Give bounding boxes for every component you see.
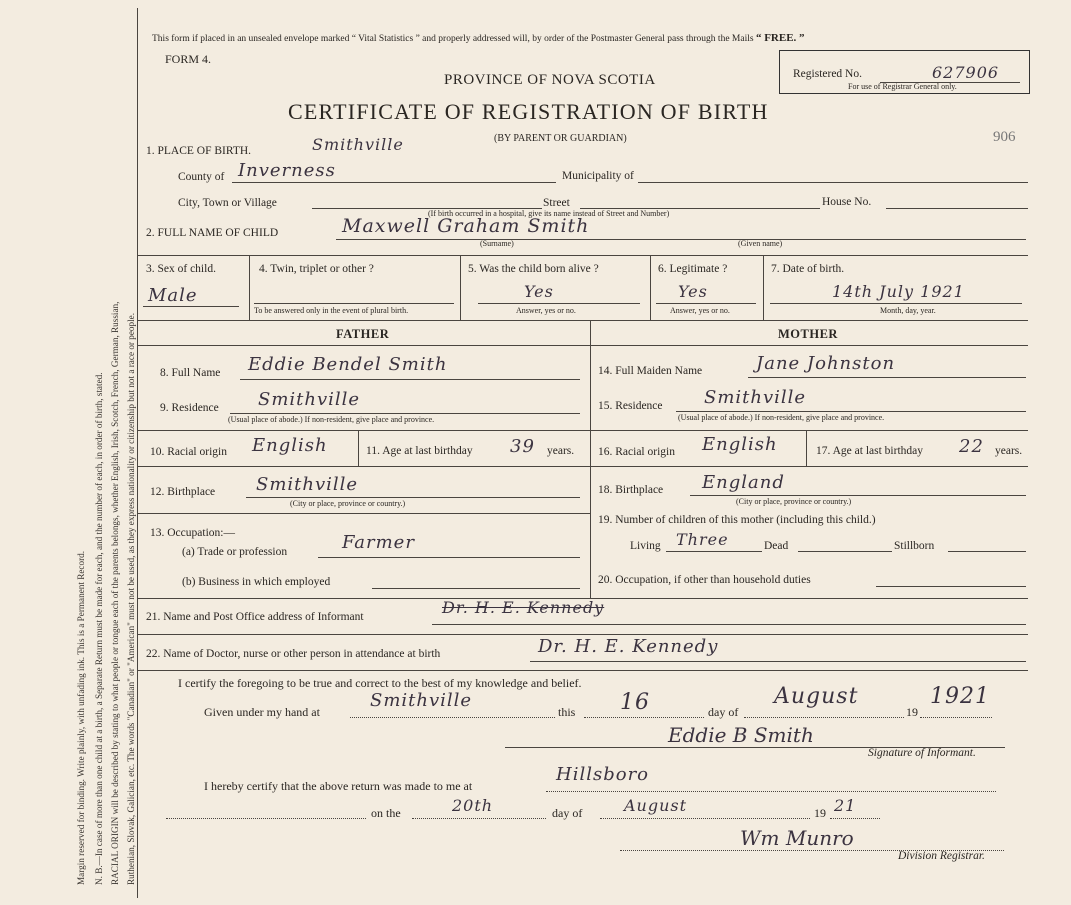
mother-stillborn-line (948, 551, 1026, 552)
surname-note: (Surname) (480, 239, 514, 248)
mother-dead-line (798, 551, 892, 552)
margin-note-3: RACIAL ORIGIN will be described by stating to what people or tongue each of the parents belongs, whether English, Irish, Scotch, French, German, Russian, (110, 301, 120, 885)
mother-age-years: years. (995, 445, 1023, 457)
corner-number: 906 (993, 129, 1016, 145)
county-label: County of (178, 171, 225, 183)
mother-occupation-line (876, 586, 1026, 587)
father-residence-value: Smithville (258, 389, 361, 410)
father-racial-divider (358, 430, 359, 466)
dob-label: 7. Date of birth. (771, 263, 845, 275)
father-row-line-3 (138, 513, 590, 514)
month-line (744, 717, 904, 718)
mother-birthplace-value: England (702, 472, 785, 493)
day-line (584, 717, 704, 718)
mother-age-value: 22 (959, 436, 984, 457)
legitimate-line (656, 303, 756, 304)
municipality-line (638, 182, 1028, 183)
legitimate-note: Answer, yes or no. (670, 306, 730, 315)
given-place-line (350, 717, 555, 718)
mother-dead-label: Dead (764, 540, 789, 552)
month-value: August (774, 684, 859, 709)
registered-number: 627906 (932, 63, 1000, 82)
alive-value: Yes (524, 282, 554, 301)
registrar-year-value: 21 (834, 796, 857, 815)
details-top-border (138, 255, 1028, 256)
margin-divider (137, 8, 138, 898)
alive-label: 5. Was the child born alive ? (468, 263, 599, 275)
attendant-value: Dr. H. E. Kennedy (538, 636, 719, 657)
father-row-line-2 (138, 466, 590, 467)
city-label: City, Town or Village (178, 197, 277, 209)
informant-signature-label: Signature of Informant. (868, 747, 976, 759)
province-heading: PROVINCE OF NOVA SCOTIA (444, 72, 656, 88)
father-row-line-1 (138, 430, 590, 431)
mother-birthplace-line (690, 495, 1026, 496)
father-residence-note: (Usual place of abode.) If non-resident, give place and province. (228, 415, 435, 424)
father-occupation-label: 13. Occupation:— (150, 527, 235, 539)
legitimate-value: Yes (678, 282, 708, 301)
mother-residence-label: 15. Residence (598, 400, 663, 412)
place-of-birth-value: Smithville (312, 135, 404, 154)
mother-heading: MOTHER (778, 327, 838, 341)
father-birthplace-value: Smithville (256, 474, 359, 495)
mother-birthplace-note: (City or place, province or country.) (736, 497, 852, 506)
registrar-place-line (546, 791, 996, 792)
registered-label: Registered No. (793, 68, 862, 80)
on-the-label: on the (371, 806, 401, 820)
margin-note-2: N. B.—In case of more than one child at a birth, a Separate Return must be made for each, and the number of each, in order of birth, stated. (94, 372, 104, 885)
twin-label: 4. Twin, triplet or other ? (259, 263, 374, 275)
given-label: Given under my hand at (204, 705, 320, 719)
father-trade-line (318, 557, 580, 558)
registrar-signature-label: Division Registrar. (898, 850, 985, 862)
street-label: Street (543, 197, 570, 209)
parents-heading-line (138, 345, 1028, 346)
dob-note: Month, day, year. (880, 306, 936, 315)
father-birthplace-label: 12. Birthplace (150, 486, 216, 498)
mother-name-value: Jane Johnston (756, 353, 896, 374)
mother-stillborn-label: Stillborn (894, 540, 935, 552)
father-business-line (372, 588, 580, 589)
certification-statement: I certify the foregoing to be true and correct to the best of my knowledge and belief. (178, 676, 582, 690)
father-racial-value: English (252, 435, 328, 456)
alive-note: Answer, yes or no. (516, 306, 576, 315)
mother-living-label: Living (630, 540, 661, 552)
registrar-year-prefix: 19 (814, 806, 826, 820)
father-age-value: 39 (510, 436, 535, 457)
place-of-birth-label: 1. PLACE OF BIRTH. (146, 145, 252, 157)
child-name-label: 2. FULL NAME OF CHILD (146, 227, 279, 239)
sex-label: 3. Sex of child. (146, 263, 216, 275)
registrar-signature: Wm Munro (740, 826, 854, 850)
registrar-day-value: 20th (452, 796, 494, 815)
dob-value: 14th July 1921 (832, 282, 965, 301)
free-text: “ FREE. ” (755, 32, 805, 44)
informant-signature: Eddie B Smith (668, 723, 814, 747)
mother-residence-line (676, 411, 1026, 412)
mother-children-label: 19. Number of children of this mother (including this child.) (598, 514, 876, 526)
mother-racial-value: English (702, 434, 778, 455)
father-name-value: Eddie Bendel Smith (248, 354, 448, 375)
alive-line (478, 303, 640, 304)
mother-row-line-1 (590, 430, 1028, 431)
mother-name-label: 14. Full Maiden Name (598, 365, 703, 377)
father-age-label: 11. Age at last birthday (366, 445, 473, 457)
year-prefix: 19 (906, 705, 918, 719)
mother-occupation-label: 20. Occupation, if other than household duties (598, 574, 811, 586)
father-name-label: 8. Full Name (160, 367, 221, 379)
informant-value: Dr. H. E. Kennedy (442, 598, 605, 617)
father-birthplace-line (246, 497, 580, 498)
sex-line (143, 306, 239, 307)
mother-living-line (666, 551, 762, 552)
informant-line (432, 624, 1026, 625)
registrar-day-line (412, 818, 546, 819)
mother-racial-label: 16. Racial origin (598, 446, 675, 458)
registrar-day-of-label: day of (552, 806, 583, 820)
mail-notice-text: This form if placed in an unsealed envelope marked “ Vital Statistics ” and properly addressed will, by order of the Postmaster General pass through the Mails (152, 34, 754, 44)
father-birthplace-note: (City or place, province or country.) (290, 499, 406, 508)
registrar-statement: I hereby certify that the above return was made to me at (204, 779, 473, 793)
day-of-label: day of (708, 705, 739, 719)
mother-age-label: 17. Age at last birthday (816, 445, 923, 457)
mail-notice (152, 32, 805, 44)
page-subtitle: (BY PARENT OR GUARDIAN) (494, 133, 627, 144)
details-divider-2 (460, 255, 461, 320)
mother-row-line-2 (590, 466, 1028, 467)
twin-line (254, 303, 454, 304)
registrar-month-line (600, 818, 810, 819)
father-name-line (240, 379, 580, 380)
day-value: 16 (620, 690, 650, 715)
informant-label: 21. Name and Post Office address of Informant (146, 611, 364, 623)
year-line (920, 717, 992, 718)
form-number: FORM 4. (165, 52, 212, 66)
given-name-note: (Given name) (738, 239, 783, 248)
registrar-note: For use of Registrar General only. (848, 82, 957, 91)
parents-divider (590, 320, 591, 598)
county-line (232, 182, 556, 183)
attendant-line (530, 661, 1026, 662)
twin-note: To be answered only in the event of plural birth. (254, 306, 409, 315)
mother-living-value: Three (676, 530, 729, 549)
mother-name-line (748, 377, 1026, 378)
attendant-label: 22. Name of Doctor, nurse or other person in attendance at birth (146, 648, 441, 660)
registrar-lead-line (166, 818, 366, 819)
father-trade-label: (a) Trade or profession (182, 546, 288, 558)
mother-residence-value: Smithville (704, 387, 807, 408)
sex-value: Male (148, 285, 198, 306)
mother-birthplace-label: 18. Birthplace (598, 484, 664, 496)
this-label: this (558, 705, 576, 719)
details-divider-4 (763, 255, 764, 320)
father-trade-value: Farmer (342, 532, 415, 553)
registrar-month-value: August (624, 796, 688, 815)
house-line (886, 208, 1028, 209)
page-title: CERTIFICATE OF REGISTRATION OF BIRTH (288, 99, 769, 124)
year-value: 1921 (930, 684, 990, 709)
father-heading: FATHER (336, 327, 390, 341)
municipality-label: Municipality of (562, 170, 634, 182)
dob-line (770, 303, 1022, 304)
mother-residence-note: (Usual place of abode.) If non-resident, give place and province. (678, 413, 885, 422)
child-name-line (336, 239, 1026, 240)
county-value: Inverness (238, 160, 336, 181)
child-name-value: Maxwell Graham Smith (342, 215, 590, 237)
details-divider-3 (650, 255, 651, 320)
details-divider-1 (249, 255, 250, 320)
mother-racial-divider (806, 430, 807, 466)
registrar-year-line (830, 818, 880, 819)
legitimate-label: 6. Legitimate ? (658, 263, 728, 275)
father-residence-line (230, 413, 580, 414)
margin-note-1: Margin reserved for binding. Write plainly, with unfading ink. This is a Permanent Record. (76, 550, 86, 885)
father-racial-label: 10. Racial origin (150, 446, 227, 458)
margin-note-4: Ruthenian, Slovak, Galician, etc. The words "Canadian" or "American" must not be used, as they express nationality or citizenship but not a race or people. (126, 312, 136, 885)
row-21-border (138, 634, 1028, 635)
father-age-years: years. (547, 445, 575, 457)
given-place-value: Smithville (370, 690, 473, 711)
hospital-note: (If birth occurred in a hospital, give its name instead of Street and Number) (428, 209, 670, 218)
registrar-place-value: Hillsboro (556, 764, 650, 785)
father-residence-label: 9. Residence (160, 402, 219, 414)
row-22-border (138, 670, 1028, 671)
father-business-label: (b) Business in which employed (182, 576, 331, 588)
details-bottom-border (138, 320, 1028, 321)
house-label: House No. (822, 196, 872, 208)
